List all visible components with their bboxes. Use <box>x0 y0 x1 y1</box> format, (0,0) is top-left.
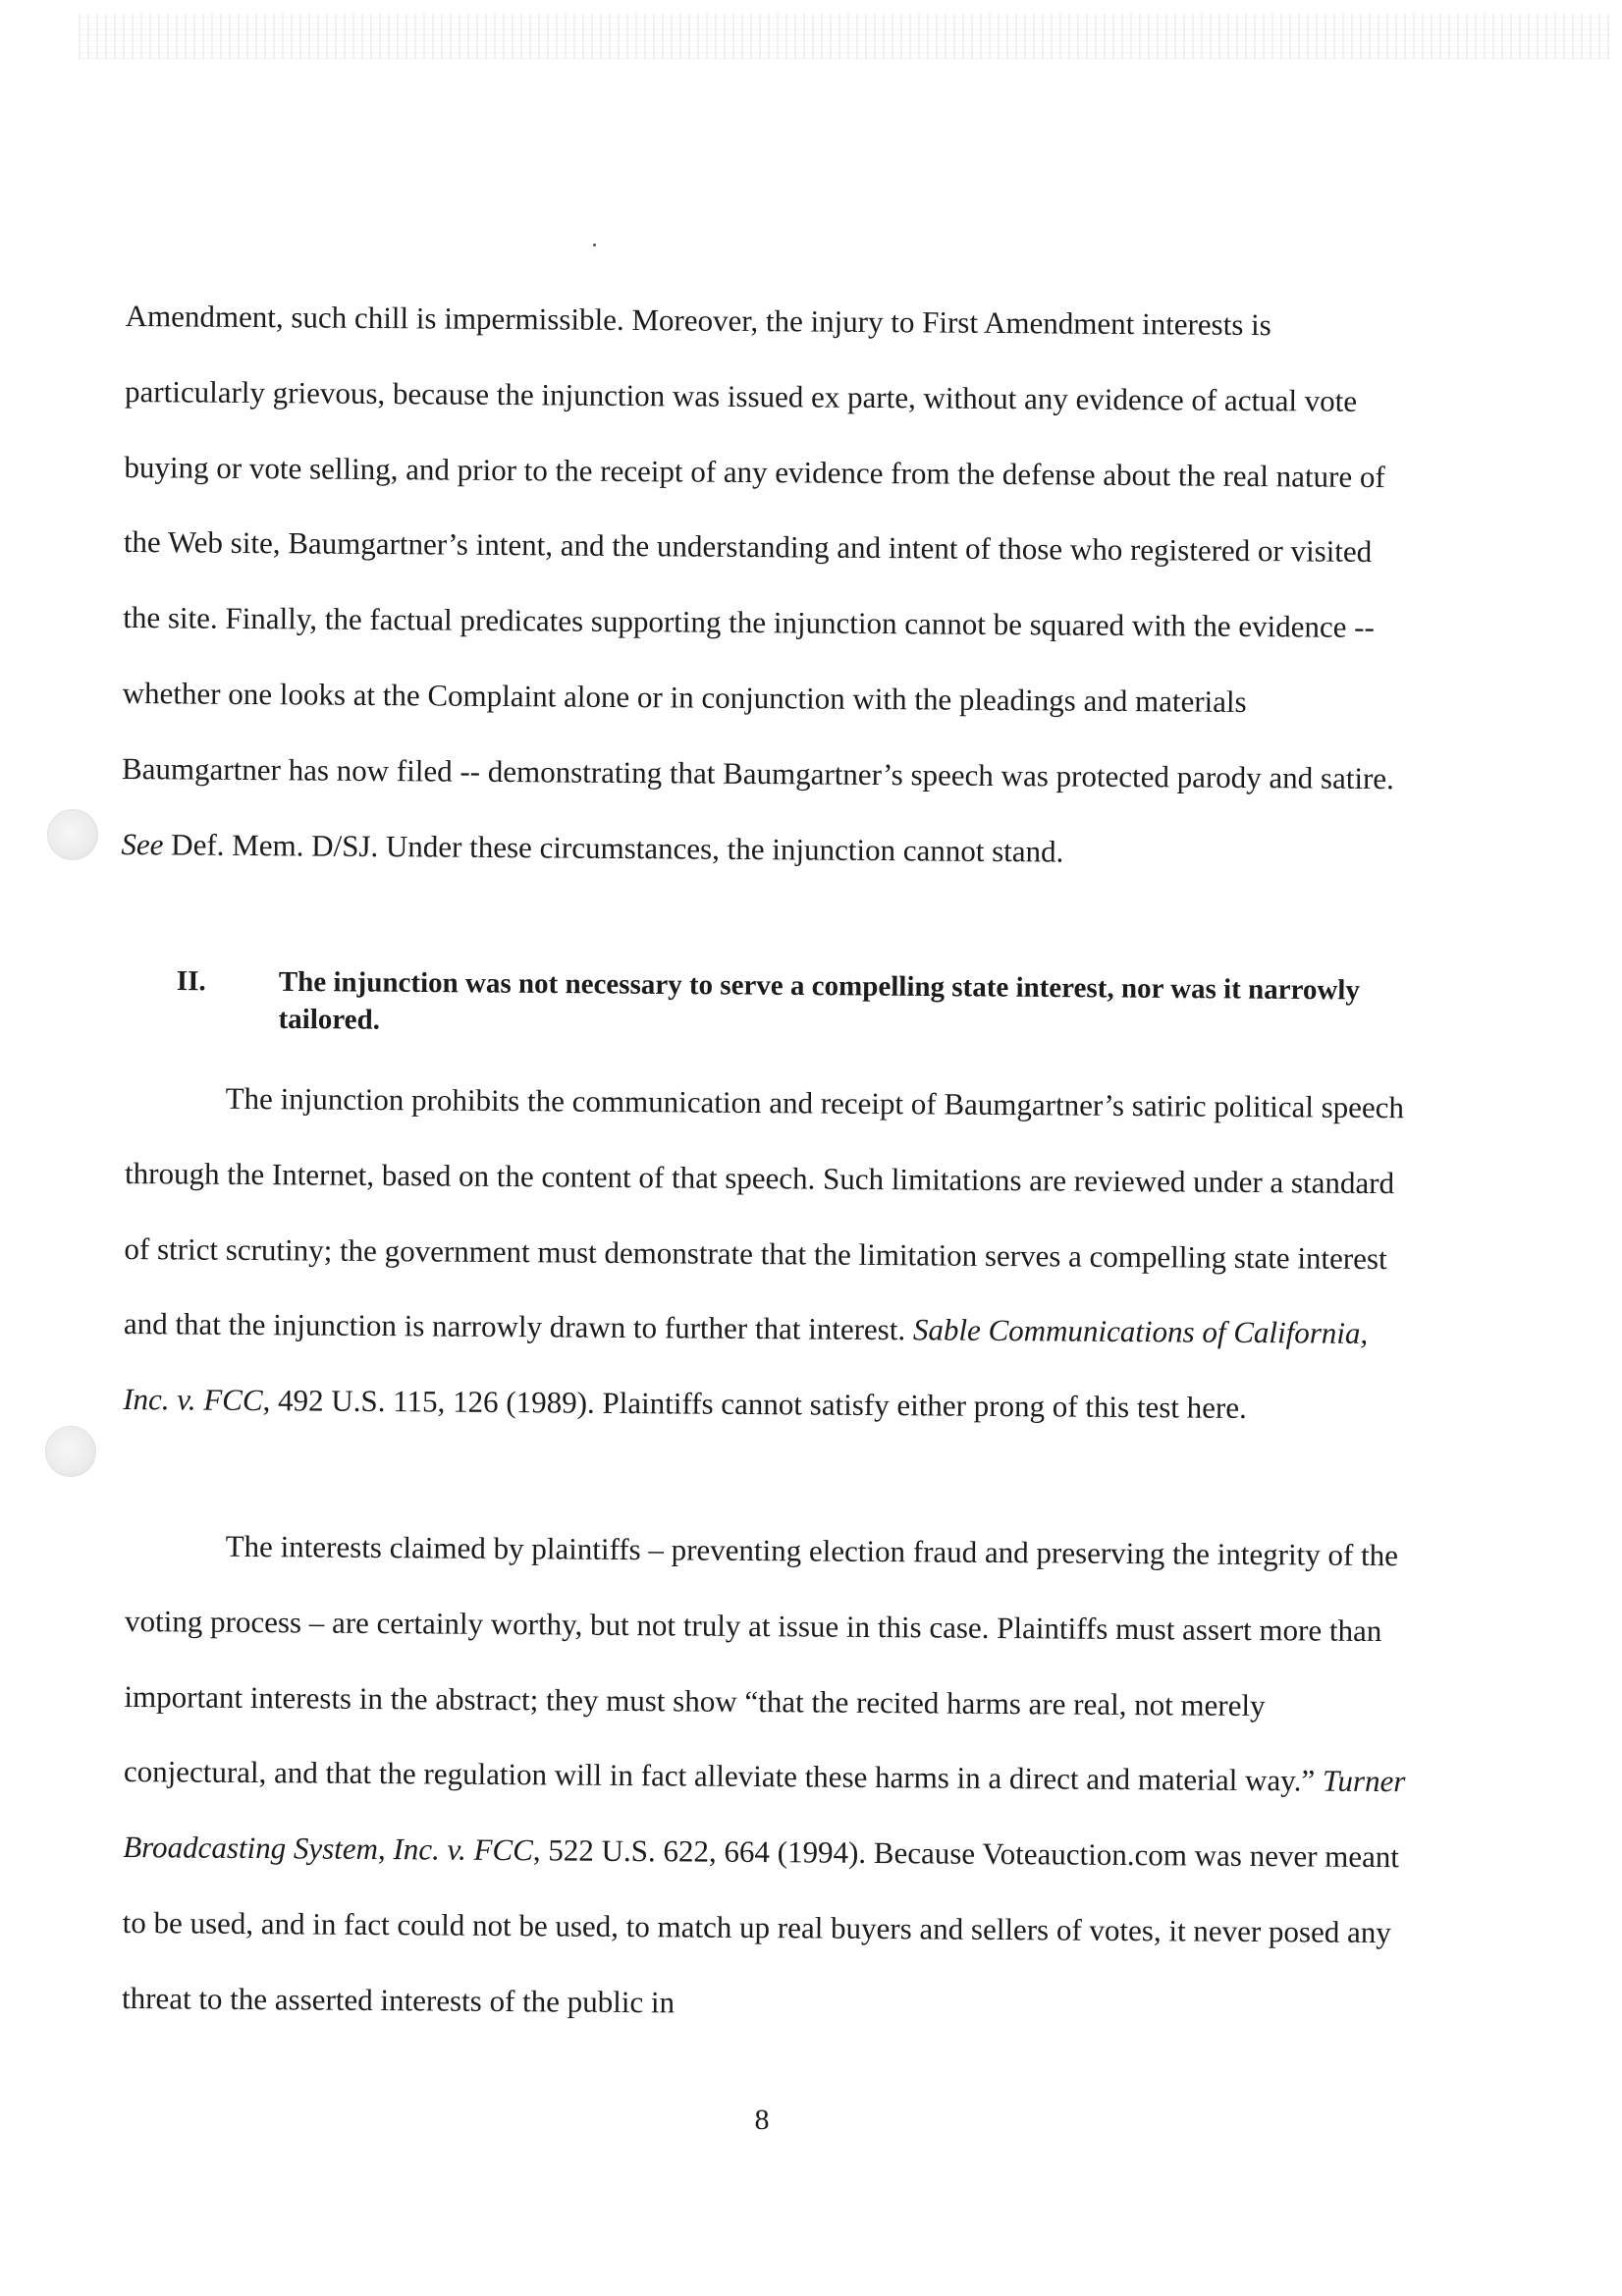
paragraph-text: Def. Mem. D/SJ. Under these circumstances, the injunction cannot stand. <box>163 826 1064 869</box>
paragraph-text: Amendment, such chill is impermissible. Moreover, the injury to First Amendment interests is particularly grievous, because the injunction was issued ex parte, without any evidence of actual vote buying or vote selling, and prior to the receipt of any evidence from the defense about the real nature of the Web site, Baumgartner’s intent, and the understanding and intent of those who registered or visited the site. Finally, the factual predicates supporting the injunction cannot be squared with the evidence -- whether one looks at the Complaint alone or in conjunction with the pleadings and materials Baumgartner has now filed -- demonstrating that Baumgartner’s speech was protected parody and satire. <box>121 298 1395 795</box>
paragraph-strict-scrutiny <box>123 1061 1412 1448</box>
case-citation: Turner Broadcasting System, Inc. v. FCC <box>123 1763 1406 1868</box>
section-title: The injunction was not necessary to serve a compelling state interest, nor was it narrowly tailored. <box>278 965 1361 1036</box>
paragraph-text: , 492 U.S. 115, 126 (1989). Plaintiffs cannot satisfy either prong of this test here. <box>262 1383 1247 1426</box>
stray-mark <box>593 244 596 246</box>
page-number: 8 <box>754 2104 770 2136</box>
punch-hole <box>47 809 98 860</box>
paragraph-interests <box>122 1508 1412 2047</box>
signal-see: See <box>121 826 164 861</box>
paragraph-text: The interests claimed by plaintiffs – preventing election fraud and preserving the integrity of the voting process – are certainly worthy, but not truly at issue in this case. Plaintiffs must assert more than important interests in the abstract; they must show “that the recited harms are real, not merely conjectural, and that the regulation will in fact alleviate these harms in a direct and material way.” <box>123 1528 1399 1798</box>
section-heading <box>176 962 1414 1047</box>
section-number: II. <box>176 964 206 998</box>
punch-hole <box>45 1426 96 1477</box>
paragraph-text: , 522 U.S. 622, 664 (1994). Because Voteauction.com was never meant to be used, and in fact could not be used, to match up real buyers and sellers of votes, it never posed any threat to the asserted interests of the public in <box>121 1832 1400 2020</box>
paragraph-text: The injunction prohibits the communication and receipt of Baumgartner’s satiric political speech through the Internet, based on the content of that speech. Such limitations are reviewed under a standard of strict scrutiny; the government must demonstrate that the limitation serves a compelling state interest and that the injunction is narrowly drawn to further that interest. <box>123 1080 1405 1347</box>
paragraph-amendment-chill <box>121 279 1412 893</box>
case-citation: Sable Communications of California, Inc. v. FCC <box>123 1312 1369 1418</box>
scan-noise <box>79 14 1610 59</box>
